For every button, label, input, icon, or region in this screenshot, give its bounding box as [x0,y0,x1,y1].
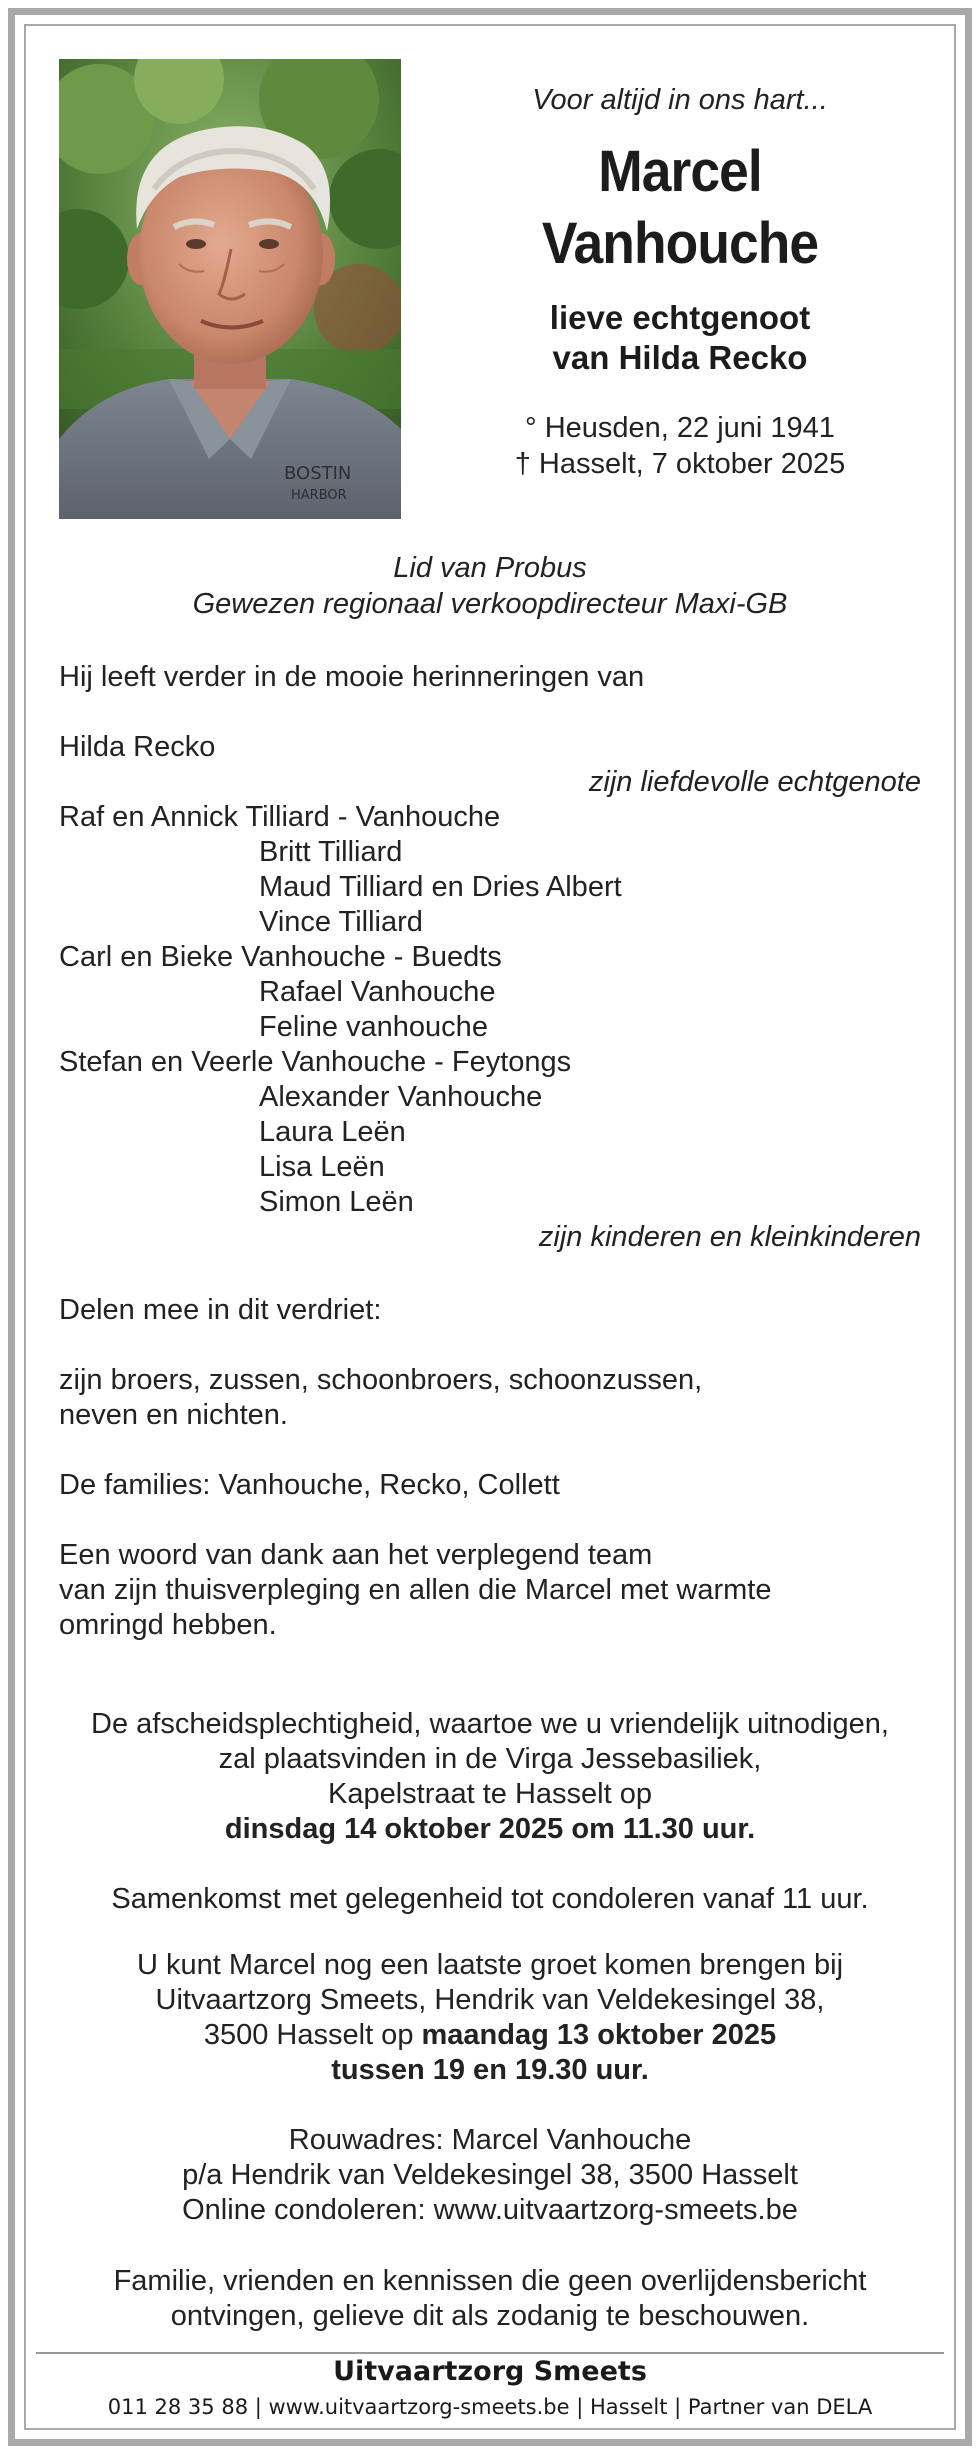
grandchild-name: Alexander Vanhouche [259,1081,543,1113]
families-line: De families: Vanhouche, Recko, Collett [59,1469,560,1501]
relatives-line-2: neven en nichten. [59,1399,288,1431]
deceased-last-name: Vanhouche [541,211,819,276]
ceremony-date: dinsdag 14 oktober 2025 om 11.30 uur. [224,1813,756,1845]
footer-divider [36,2352,944,2354]
shirt-print: BOSTIN [284,463,352,484]
ceremony-line-2: zal plaatsvinden in de Virga Jessebasiliek, [218,1743,762,1775]
visitation-line-3 [40,2018,940,2053]
notice-block [40,2264,940,2334]
visitation-line-3-prefix: 3500 Hasselt op [203,2019,422,2051]
ceremony-line-3: Kapelstraat te Hasselt op [327,1778,652,1810]
spouse-line-2: van Hilda Recko [552,339,808,376]
notice-line-2: ontvingen, gelieve dit als zodanig te beschouwen. [170,2300,810,2332]
deceased-first-name: Marcel [598,139,762,204]
role-line-2: Gewezen regionaal verkoopdirecteur Maxi-GB [192,588,788,620]
spouse-name: Hilda Recko [59,731,216,763]
online-condolence: Online condoleren: www.uitvaartzorg-smeets.be [182,2194,798,2226]
family-intro: Hij leeft verder in de mooie herinneringen van [59,661,645,693]
visitation-block [40,1948,940,2088]
ceremony-block [40,1707,940,1917]
ceremony-line-1: De afscheidsplechtigheid, waartoe we u vriendelijk uitnodigen, [91,1708,889,1740]
grandchild-name: Britt Tilliard [259,836,403,868]
thanks-line-3: omringd hebben. [59,1609,277,1641]
death-date: † Hasselt, 7 oktober 2025 [514,448,846,480]
role-line-1: Lid van Probus [393,552,587,584]
address-block [40,2123,940,2228]
notice-line-1: Familie, vrienden en kennissen die geen overlijdensbericht [113,2265,867,2297]
spouse-caption: zijn liefdevolle echtgenote [588,766,921,798]
thanks-line-2: van zijn thuisverpleging en allen die Marcel met warmte [59,1574,772,1606]
grandchild-name: Laura Leën [259,1116,406,1148]
visitation-time: tussen 19 en 19.30 uur. [331,2054,649,2086]
grandchild-name: Maud Tilliard en Dries Albert [259,871,622,903]
footer-company: Uitvaartzorg Smeets [333,2356,647,2387]
spouse-line-1: lieve echtgenoot [549,299,811,336]
roles-block [59,550,921,622]
motto: Voor altijd in ons hart... [532,84,828,116]
family-parents-1: Raf en Annick Tilliard - Vanhouche [59,801,501,833]
mourning-address-street: p/a Hendrik van Veldekesingel 38, 3500 Hasselt [182,2159,798,2191]
children-caption: zijn kinderen en kleinkinderen [538,1221,921,1253]
grandchild-name: Rafael Vanhouche [259,976,496,1008]
mourning-address: Rouwadres: Marcel Vanhouche [288,2124,692,2156]
grandchild-name: Simon Leën [259,1186,414,1218]
footer-info: 011 28 35 88 | www.uitvaartzorg-smeets.be | Hasselt | Partner van DELA [107,2395,873,2419]
visitation-line-2: Uitvaartzorg Smeets, Hendrik van Veldekesingel 38, [155,1984,825,2016]
gathering-line: Samenkomst met gelegenheid tot condoleren vanaf 11 uur. [111,1883,869,1915]
sharing-intro: Delen mee in dit verdriet: [59,1294,382,1326]
sharing-block [59,1293,921,1643]
visitation-line-1: U kunt Marcel nog een laatste groet komen brengen bij [136,1949,844,1981]
header-block [440,82,920,482]
portrait-photo [59,59,401,519]
grandchild-name: Lisa Leën [259,1151,385,1183]
relatives-line-1: zijn broers, zussen, schoonbroers, schoonzussen, [59,1364,703,1396]
visitation-date: maandag 13 oktober 2025 [421,2019,777,2051]
family-block [59,660,921,1255]
shirt-print-small: HARBOR [291,488,347,503]
family-parents-3: Stefan en Veerle Vanhouche - Feytongs [59,1046,572,1078]
thanks-line-1: Een woord van dank aan het verplegend team [59,1539,653,1571]
family-parents-2: Carl en Bieke Vanhouche - Buedts [59,941,502,973]
grandchild-name: Vince Tilliard [259,906,423,938]
birth-date: ° Heusden, 22 juni 1941 [525,412,835,444]
grandchild-name: Feline vanhouche [259,1011,488,1043]
